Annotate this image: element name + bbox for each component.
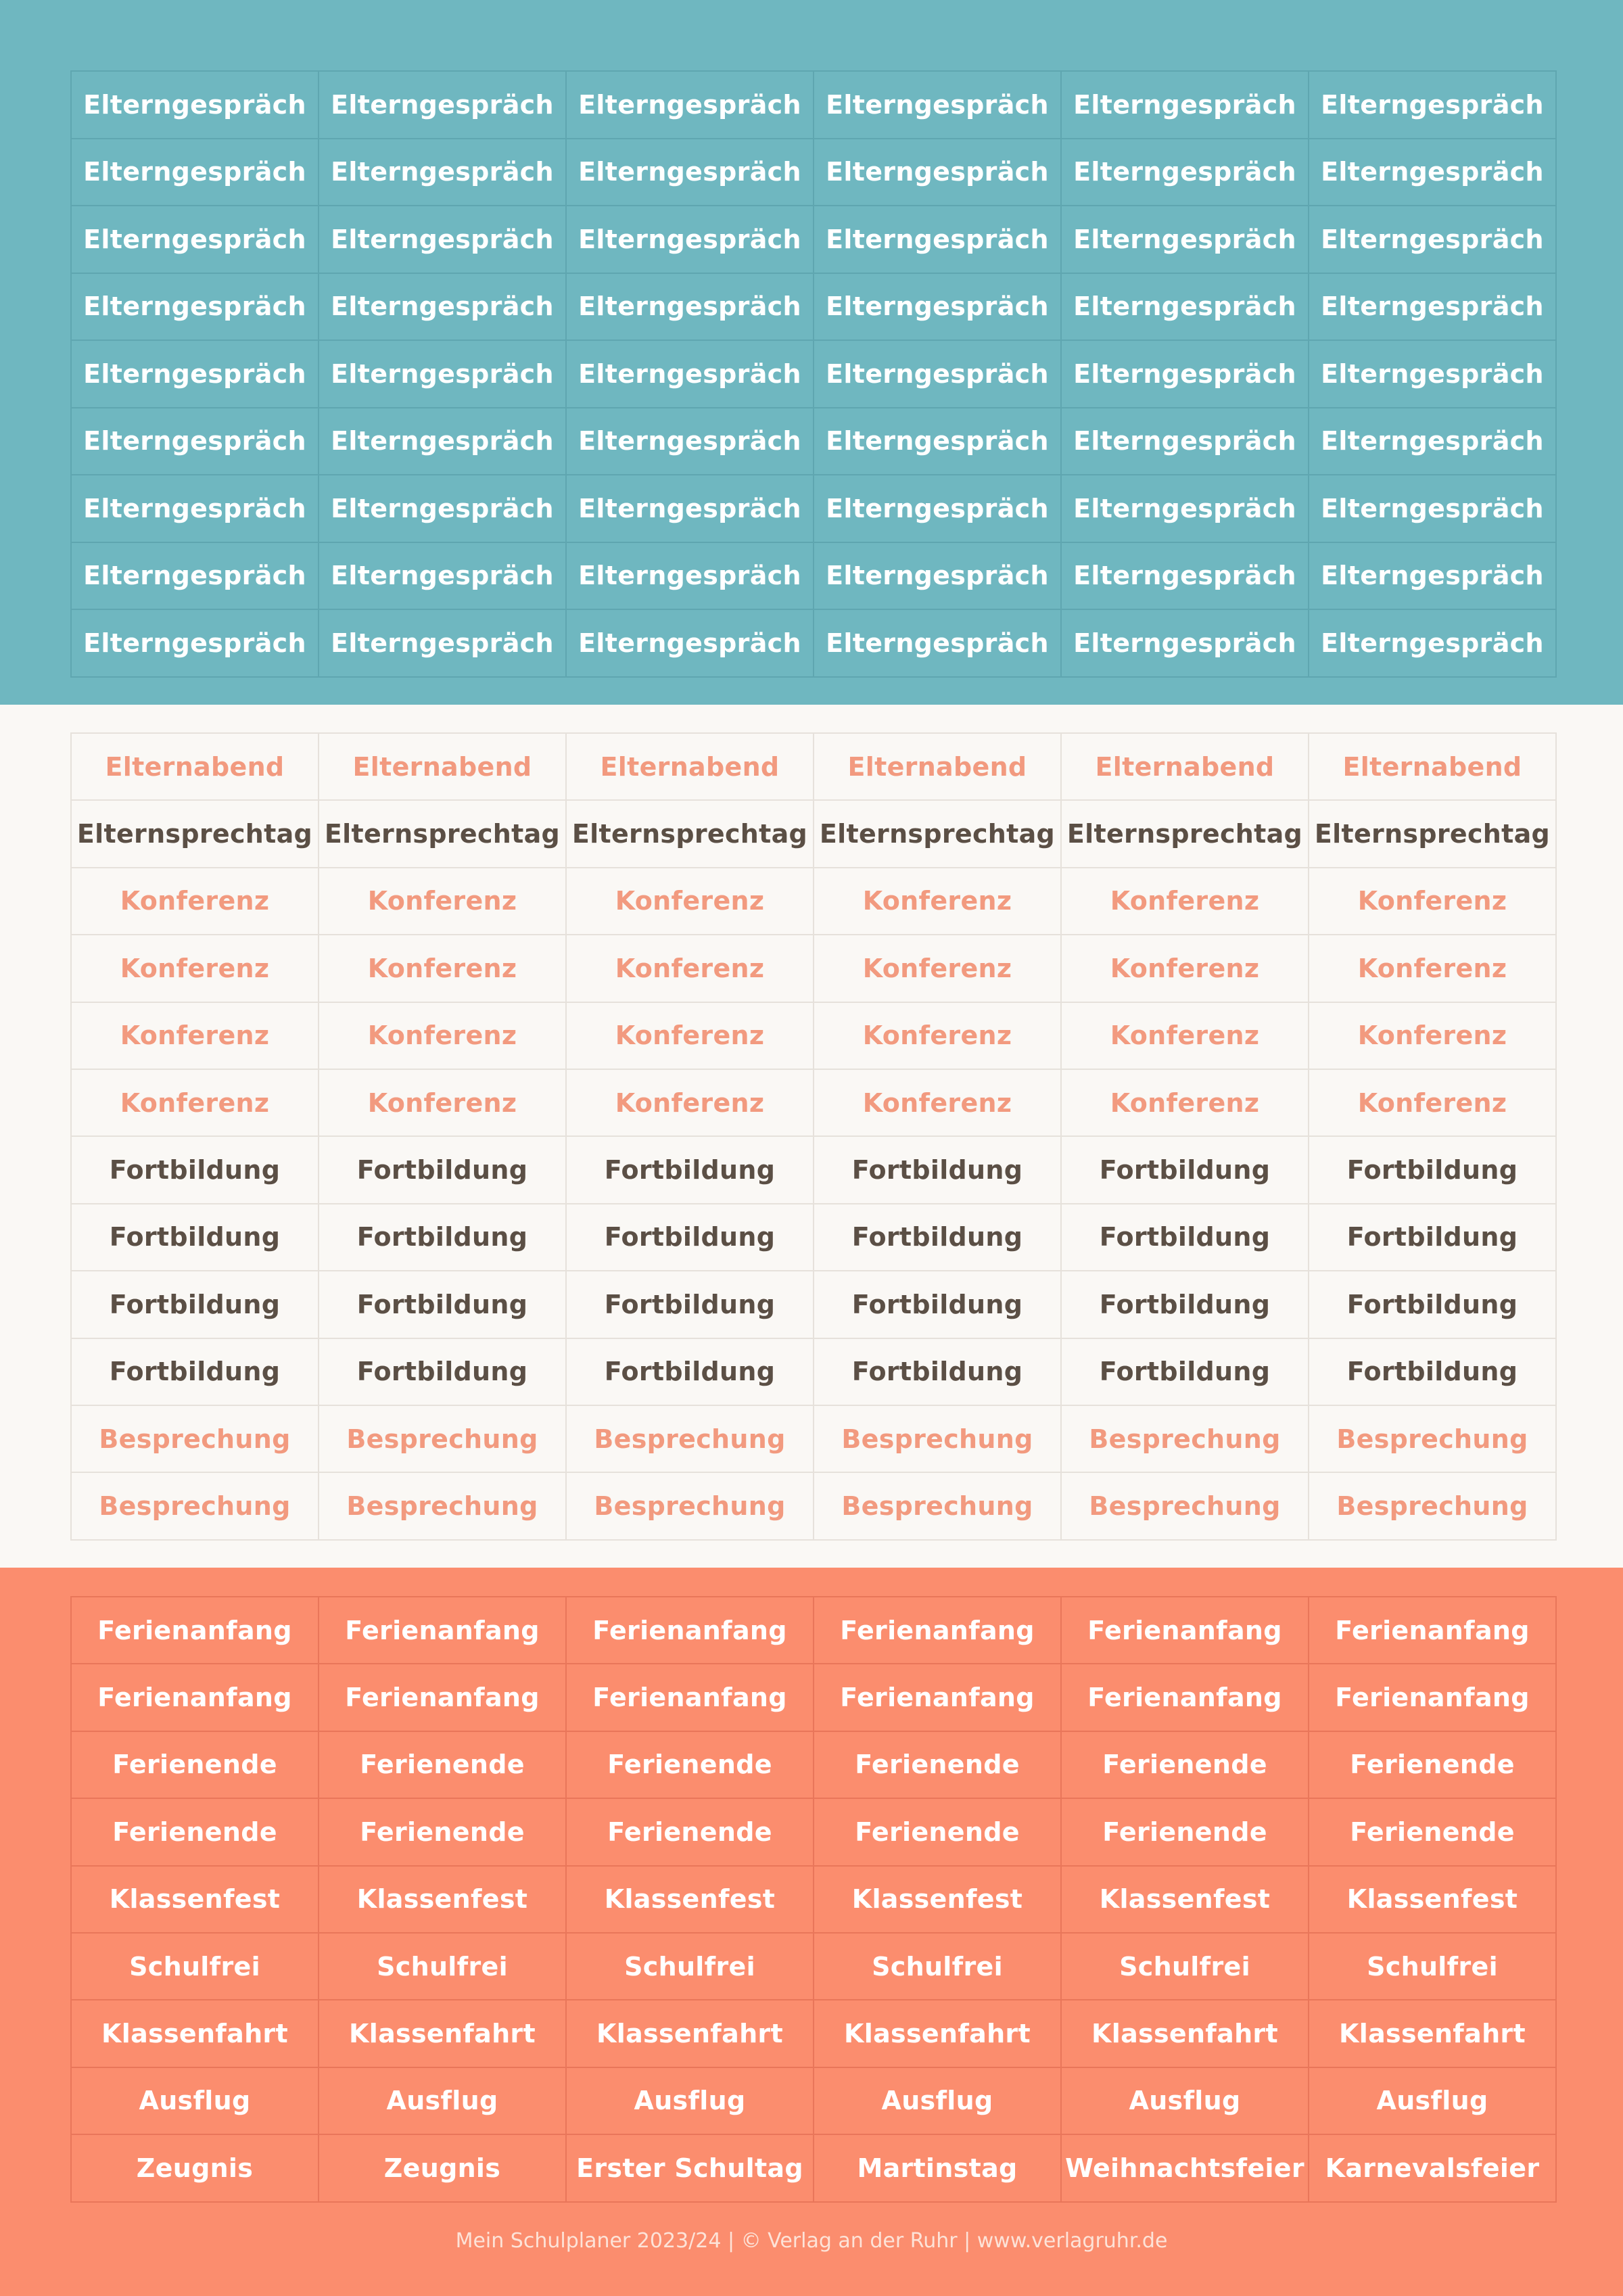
sticker-label: Fortbildung <box>814 1204 1062 1271</box>
sticker-label: Konferenz <box>814 1003 1062 1070</box>
sticker-label: Konferenz <box>319 1003 567 1070</box>
sticker-label: Ferienende <box>1062 1799 1309 1866</box>
sticker-label: Elterngespräch <box>1309 475 1557 543</box>
sticker-label: Schulfrei <box>567 1934 814 2000</box>
sticker-label: Elterngespräch <box>1062 139 1309 207</box>
sticker-label: Konferenz <box>319 1070 567 1137</box>
sticker-label: Ferienende <box>567 1732 814 1799</box>
sticker-label: Elterngespräch <box>319 610 567 678</box>
sticker-label: Klassenfahrt <box>567 2000 814 2067</box>
sticker-label: Konferenz <box>319 935 567 1002</box>
sticker-label: Ferienanfang <box>319 1664 567 1731</box>
sticker-label: Elternabend <box>319 734 567 801</box>
sticker-label: Besprechung <box>72 1406 319 1473</box>
sticker-label: Besprechung <box>567 1406 814 1473</box>
sticker-label: Elterngespräch <box>319 475 567 543</box>
sticker-label: Fortbildung <box>1309 1204 1557 1271</box>
sticker-label: Klassenfahrt <box>1309 2000 1557 2067</box>
sticker-label: Fortbildung <box>814 1339 1062 1406</box>
sticker-label: Elterngespräch <box>814 408 1062 476</box>
sticker-label: Fortbildung <box>567 1271 814 1338</box>
sticker-label: Elterngespräch <box>567 72 814 139</box>
sticker-label: Elterngespräch <box>814 610 1062 678</box>
sticker-label: Elterngespräch <box>567 206 814 274</box>
sticker-label: Ferienende <box>814 1732 1062 1799</box>
sticker-label: Ferienanfang <box>814 1597 1062 1664</box>
sticker-label: Elterngespräch <box>1062 274 1309 342</box>
sticker-label: Ferienanfang <box>567 1664 814 1731</box>
sticker-label: Konferenz <box>1309 935 1557 1002</box>
sticker-label: Ferienanfang <box>319 1597 567 1664</box>
sticker-label: Klassenfest <box>72 1867 319 1934</box>
sticker-label: Klassenfest <box>1062 1867 1309 1934</box>
sticker-label: Konferenz <box>814 935 1062 1002</box>
sticker-label: Ferienanfang <box>72 1597 319 1664</box>
sticker-label: Elterngespräch <box>319 341 567 408</box>
sticker-label: Fortbildung <box>567 1339 814 1406</box>
footer-credit: Mein Schulplaner 2023/24 | © Verlag an der Ruhr | www.verlagruhr.de <box>455 2229 1168 2253</box>
sticker-label: Elterngespräch <box>319 408 567 476</box>
sticker-label: Fortbildung <box>72 1271 319 1338</box>
sticker-label: Fortbildung <box>1062 1271 1309 1338</box>
sticker-label: Ferienanfang <box>1062 1597 1309 1664</box>
sticker-label: Fortbildung <box>1062 1204 1309 1271</box>
sticker-label: Konferenz <box>1309 1070 1557 1137</box>
sticker-label: Fortbildung <box>72 1204 319 1271</box>
sticker-label: Elterngespräch <box>319 139 567 207</box>
sticker-label: Elterngespräch <box>319 206 567 274</box>
sticker-label: Fortbildung <box>319 1204 567 1271</box>
sticker-label: Elternabend <box>567 734 814 801</box>
sticker-label: Elterngespräch <box>814 274 1062 342</box>
sticker-label: Ferienanfang <box>567 1597 814 1664</box>
sticker-label: Ferienende <box>1062 1732 1309 1799</box>
sticker-label: Konferenz <box>72 1003 319 1070</box>
sticker-label: Karnevalsfeier <box>1309 2135 1557 2202</box>
sticker-label: Fortbildung <box>1309 1339 1557 1406</box>
sticker-label: Besprechung <box>72 1473 319 1540</box>
sticker-label: Elterngespräch <box>1062 408 1309 476</box>
sticker-label: Klassenfahrt <box>72 2000 319 2067</box>
sticker-label: Elternabend <box>1062 734 1309 801</box>
sticker-label: Fortbildung <box>814 1137 1062 1204</box>
sticker-label: Elterngespräch <box>1062 72 1309 139</box>
sticker-label: Ferienende <box>1309 1799 1557 1866</box>
sticker-label: Ausflug <box>1309 2068 1557 2135</box>
sticker-label: Klassenfahrt <box>319 2000 567 2067</box>
sticker-label: Konferenz <box>1309 868 1557 935</box>
sticker-label: Elterngespräch <box>567 610 814 678</box>
sticker-label: Konferenz <box>72 935 319 1002</box>
sticker-label: Konferenz <box>567 935 814 1002</box>
sticker-label: Martinstag <box>814 2135 1062 2202</box>
sticker-label: Elterngespräch <box>72 72 319 139</box>
sticker-label: Elternsprechtag <box>72 801 319 868</box>
sticker-label: Elterngespräch <box>319 274 567 342</box>
sticker-label: Elterngespräch <box>319 72 567 139</box>
sticker-label: Elterngespräch <box>72 274 319 342</box>
sticker-label: Elterngespräch <box>1309 206 1557 274</box>
sticker-label: Elterngespräch <box>1309 341 1557 408</box>
sticker-label: Konferenz <box>567 868 814 935</box>
sticker-label: Elterngespräch <box>567 139 814 207</box>
sticker-label: Elterngespräch <box>814 543 1062 611</box>
sticker-label: Klassenfahrt <box>814 2000 1062 2067</box>
sticker-label: Fortbildung <box>319 1339 567 1406</box>
sticker-label: Besprechung <box>814 1473 1062 1540</box>
sticker-label: Fortbildung <box>1062 1339 1309 1406</box>
sticker-label: Schulfrei <box>1309 1934 1557 2000</box>
sticker-label: Schulfrei <box>319 1934 567 2000</box>
sticker-label: Elterngespräch <box>814 72 1062 139</box>
sticker-label: Elterngespräch <box>72 610 319 678</box>
sticker-label: Besprechung <box>814 1406 1062 1473</box>
sticker-label: Klassenfest <box>567 1867 814 1934</box>
sticker-label: Elterngespräch <box>72 408 319 476</box>
sticker-label: Schulfrei <box>1062 1934 1309 2000</box>
sticker-label: Fortbildung <box>1062 1137 1309 1204</box>
sticker-label: Ferienanfang <box>1062 1664 1309 1731</box>
sticker-label: Elterngespräch <box>567 543 814 611</box>
sticker-label: Konferenz <box>814 868 1062 935</box>
sticker-label: Ausflug <box>814 2068 1062 2135</box>
sticker-label: Elternsprechtag <box>1309 801 1557 868</box>
sticker-label: Elterngespräch <box>1062 206 1309 274</box>
sticker-label: Elterngespräch <box>567 475 814 543</box>
sticker-label: Ausflug <box>567 2068 814 2135</box>
sticker-label: Ausflug <box>1062 2068 1309 2135</box>
sticker-label: Elterngespräch <box>1309 274 1557 342</box>
sticker-label: Ferienanfang <box>72 1664 319 1731</box>
sticker-label: Elterngespräch <box>1062 341 1309 408</box>
sticker-label: Elternsprechtag <box>1062 801 1309 868</box>
sticker-label: Elterngespräch <box>1062 475 1309 543</box>
sticker-label: Elterngespräch <box>1062 543 1309 611</box>
sticker-label: Besprechung <box>1062 1406 1309 1473</box>
sticker-label: Ferienende <box>319 1732 567 1799</box>
sticker-label: Konferenz <box>567 1070 814 1137</box>
sticker-label: Elternsprechtag <box>814 801 1062 868</box>
sticker-label: Klassenfest <box>1309 1867 1557 1934</box>
sticker-label: Fortbildung <box>1309 1137 1557 1204</box>
sticker-label: Ferienende <box>319 1799 567 1866</box>
sticker-label: Elterngespräch <box>567 274 814 342</box>
sticker-label: Ferienanfang <box>1309 1664 1557 1731</box>
sticker-label: Schulfrei <box>814 1934 1062 2000</box>
sticker-label: Besprechung <box>1309 1473 1557 1540</box>
sticker-label: Ausflug <box>72 2068 319 2135</box>
sticker-label: Ferienende <box>567 1799 814 1866</box>
sticker-label: Fortbildung <box>72 1137 319 1204</box>
sticker-label: Elterngespräch <box>72 206 319 274</box>
sticker-label: Fortbildung <box>72 1339 319 1406</box>
sticker-label: Konferenz <box>1062 935 1309 1002</box>
sticker-label: Elterngespräch <box>567 408 814 476</box>
sticker-label: Elterngespräch <box>1309 408 1557 476</box>
sticker-label: Ferienanfang <box>814 1664 1062 1731</box>
orange-sticker-grid <box>70 1596 1557 2203</box>
sticker-label: Klassenfest <box>814 1867 1062 1934</box>
sticker-label: Konferenz <box>319 868 567 935</box>
sticker-label: Elterngespräch <box>72 475 319 543</box>
sticker-label: Besprechung <box>319 1473 567 1540</box>
sticker-label: Elternsprechtag <box>319 801 567 868</box>
sticker-label: Zeugnis <box>319 2135 567 2202</box>
sticker-label: Ferienanfang <box>1309 1597 1557 1664</box>
sticker-label: Elterngespräch <box>1309 72 1557 139</box>
sticker-label: Elterngespräch <box>567 341 814 408</box>
sticker-label: Elterngespräch <box>319 543 567 611</box>
sticker-label: Elterngespräch <box>72 543 319 611</box>
sticker-label: Fortbildung <box>814 1271 1062 1338</box>
sticker-label: Schulfrei <box>72 1934 319 2000</box>
teal-sticker-grid <box>70 70 1557 678</box>
sticker-label: Fortbildung <box>567 1204 814 1271</box>
sticker-label: Zeugnis <box>72 2135 319 2202</box>
sticker-label: Klassenfahrt <box>1062 2000 1309 2067</box>
sticker-label: Elterngespräch <box>1309 543 1557 611</box>
sticker-label: Elterngespräch <box>814 206 1062 274</box>
sticker-label: Ferienende <box>1309 1732 1557 1799</box>
sticker-label: Fortbildung <box>319 1137 567 1204</box>
sticker-label: Elternabend <box>72 734 319 801</box>
sticker-label: Elterngespräch <box>814 341 1062 408</box>
sticker-label: Klassenfest <box>319 1867 567 1934</box>
sticker-label: Elternsprechtag <box>567 801 814 868</box>
sticker-label: Ausflug <box>319 2068 567 2135</box>
sticker-label: Besprechung <box>1309 1406 1557 1473</box>
sticker-label: Elterngespräch <box>1309 139 1557 207</box>
sticker-label: Elterngespräch <box>1062 610 1309 678</box>
sticker-label: Konferenz <box>567 1003 814 1070</box>
sticker-label: Erster Schultag <box>567 2135 814 2202</box>
sticker-label: Konferenz <box>814 1070 1062 1137</box>
sticker-label: Ferienende <box>72 1732 319 1799</box>
sticker-label: Besprechung <box>319 1406 567 1473</box>
sticker-label: Besprechung <box>567 1473 814 1540</box>
cream-sticker-grid <box>70 732 1557 1541</box>
sticker-label: Weihnachtsfeier <box>1062 2135 1309 2202</box>
sticker-label: Elternabend <box>814 734 1062 801</box>
sticker-label: Elterngespräch <box>1309 610 1557 678</box>
sticker-label: Konferenz <box>1062 1003 1309 1070</box>
sticker-label: Konferenz <box>1062 868 1309 935</box>
sticker-label: Elterngespräch <box>814 139 1062 207</box>
sticker-label: Fortbildung <box>319 1271 567 1338</box>
sticker-label: Elterngespräch <box>72 139 319 207</box>
sticker-label: Ferienende <box>814 1799 1062 1866</box>
sticker-label: Fortbildung <box>567 1137 814 1204</box>
sticker-label: Konferenz <box>1062 1070 1309 1137</box>
sticker-label: Elternabend <box>1309 734 1557 801</box>
sticker-label: Besprechung <box>1062 1473 1309 1540</box>
sticker-label: Elterngespräch <box>72 341 319 408</box>
sticker-label: Konferenz <box>72 1070 319 1137</box>
sticker-label: Ferienende <box>72 1799 319 1866</box>
sticker-label: Konferenz <box>1309 1003 1557 1070</box>
sticker-label: Elterngespräch <box>814 475 1062 543</box>
sticker-label: Konferenz <box>72 868 319 935</box>
sticker-label: Fortbildung <box>1309 1271 1557 1338</box>
